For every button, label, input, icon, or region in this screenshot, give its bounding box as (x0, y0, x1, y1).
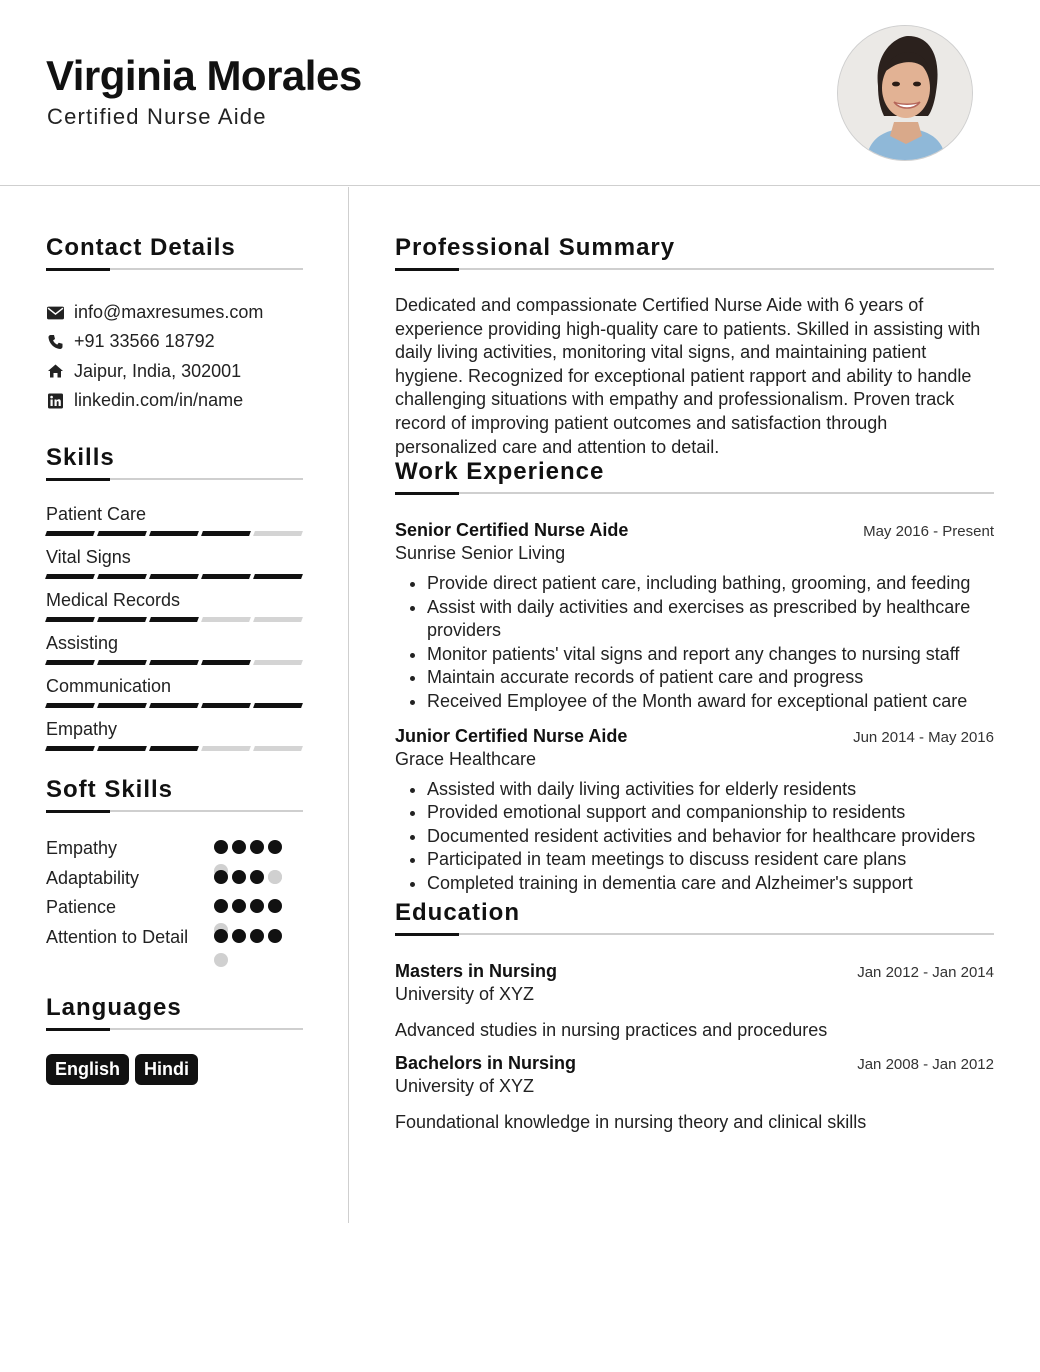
skill-level-segment (253, 660, 303, 665)
job-title: Senior Certified Nurse Aide (395, 520, 629, 540)
job-bullet: Participated in team meetings to discuss resident care plans (395, 848, 994, 872)
education-degree: Masters in Nursing (395, 961, 558, 981)
soft-skill-item (46, 893, 303, 923)
skill-level-segment (97, 746, 147, 751)
home-icon (46, 363, 64, 379)
section-rule (395, 933, 994, 935)
contact-text: +91 33566 18792 (74, 331, 215, 352)
skill-level-segment (45, 703, 95, 708)
job-organization: Sunrise Senior Living (395, 543, 566, 563)
job-header (395, 726, 994, 747)
skill-level-segment (201, 703, 251, 708)
education-entry (395, 961, 994, 1041)
skill-level-segment (97, 574, 147, 579)
skill-level-segment (45, 617, 95, 622)
section-rule (395, 492, 994, 494)
skill-level-segment (149, 703, 199, 708)
language-chip: English (46, 1054, 129, 1085)
rating-dot (232, 899, 246, 913)
rating-dot (214, 899, 228, 913)
skill-level-segment (97, 703, 147, 708)
soft-skill-rating (214, 840, 282, 854)
skills-list (46, 502, 303, 760)
skill-name: Medical Records (46, 590, 181, 610)
linkedin-icon (46, 393, 64, 409)
soft-skills-title: Soft Skills (46, 776, 174, 803)
job-bullets (395, 572, 994, 714)
skill-level-segment (253, 746, 303, 751)
education-entry (395, 1053, 994, 1133)
contact-text: linkedin.com/in/name (74, 390, 244, 411)
rating-dot (232, 870, 246, 884)
summary-text: Dedicated and compassionate Certified Nurse Aide with 6 years of experience providing high-quality care to patients. Skilled in assisting with daily living activities, monitoring vital signs, and maintaining patient hygiene. Recognized for exceptional patient rapport and ability to handle challenging situations with empathy and professionalism. Proven track record of improving patient outcomes and satisfaction through personalized care and attention to detail. (395, 295, 981, 457)
soft-skill-rating (214, 899, 282, 913)
education-section (395, 899, 994, 1133)
envelope-icon (46, 305, 64, 321)
job-bullets (395, 778, 994, 896)
skill-level-segment (45, 746, 95, 751)
soft-skills-list (46, 834, 303, 977)
job-bullet: Provided emotional support and companionship to residents (395, 801, 994, 825)
skills-title: Skills (46, 444, 115, 471)
job-entry (395, 726, 994, 896)
job-title: Junior Certified Nurse Aide (395, 725, 628, 746)
candidate-role: Certified Nurse Aide (47, 104, 267, 129)
skill-level-bar (46, 703, 303, 708)
rating-dot (232, 840, 246, 854)
languages-section (46, 994, 303, 1085)
skill-level-segment (253, 531, 303, 536)
experience-title: Work Experience (395, 458, 605, 485)
skill-level-segment (149, 660, 199, 665)
soft-skill-item (46, 923, 303, 977)
education-school: University of XYZ (395, 1076, 535, 1096)
rating-dot (214, 929, 228, 943)
soft-skill-name: Attention to Detail (46, 926, 189, 947)
education-degree: Bachelors in Nursing (395, 1053, 577, 1073)
skill-level-segment (253, 574, 303, 579)
skill-name: Patient Care (46, 504, 147, 524)
contact-list (46, 298, 303, 415)
column-divider (348, 187, 349, 1223)
soft-skills-section (46, 776, 303, 977)
skill-level-segment (97, 617, 147, 622)
rating-dot (214, 953, 228, 967)
contact-text: Jaipur, India, 302001 (74, 360, 242, 381)
skill-name: Assisting (46, 633, 119, 653)
job-bullet: Received Employee of the Month award for exceptional patient care (395, 690, 994, 714)
skill-name: Empathy (46, 719, 118, 739)
job-dates: Jun 2014 - May 2016 (853, 728, 994, 746)
section-rule (46, 478, 303, 480)
soft-skill-rating (214, 870, 282, 884)
section-rule (395, 268, 994, 270)
language-chip: Hindi (135, 1054, 198, 1085)
resume-header (0, 0, 1040, 186)
skill-level-segment (201, 617, 251, 622)
skill-level-bar (46, 531, 303, 536)
education-header (395, 1053, 994, 1074)
skills-section (46, 444, 303, 760)
job-organization: Grace Healthcare (395, 748, 537, 769)
job-bullet: Assist with daily activities and exercises as prescribed by healthcare providers (395, 596, 994, 643)
job-bullet: Documented resident activities and behavior for healthcare providers (395, 825, 994, 849)
rating-dot (250, 870, 264, 884)
soft-skill-name: Empathy (46, 838, 118, 858)
experience-section (395, 458, 994, 896)
skill-level-segment (201, 574, 251, 579)
rating-dot (250, 899, 264, 913)
contact-section (46, 234, 303, 415)
skill-level-bar (46, 746, 303, 751)
rating-dot (268, 840, 282, 854)
contact-item[interactable] (46, 298, 303, 327)
skill-item (46, 545, 303, 588)
soft-skill-name: Adaptability (46, 867, 140, 888)
soft-skill-item (46, 834, 303, 864)
languages-list (46, 1054, 303, 1085)
skill-level-bar (46, 660, 303, 665)
education-description: Foundational knowledge in nursing theory and clinical skills (395, 1112, 867, 1132)
rating-dot (232, 929, 246, 943)
job-dates: May 2016 - Present (863, 523, 994, 540)
summary-section (395, 234, 994, 459)
languages-title: Languages (46, 994, 182, 1021)
rating-dot (214, 840, 228, 854)
skill-level-segment (45, 531, 95, 536)
skill-level-segment (201, 531, 251, 536)
job-bullet: Monitor patients' vital signs and report any changes to nursing staff (395, 643, 994, 667)
skill-name: Vital Signs (46, 547, 131, 567)
job-entry (395, 520, 994, 714)
skill-level-segment (149, 617, 199, 622)
education-header (395, 961, 994, 982)
rating-dot (268, 899, 282, 913)
education-list (395, 961, 994, 1133)
soft-skill-item (46, 864, 303, 894)
skill-level-segment (253, 617, 303, 622)
summary-title: Professional Summary (395, 234, 676, 261)
rating-dot (250, 929, 264, 943)
skill-level-bar (46, 574, 303, 579)
skill-level-segment (201, 746, 251, 751)
skill-level-segment (149, 746, 199, 751)
section-rule (46, 810, 303, 812)
rating-dot (214, 870, 228, 884)
education-dates: Jan 2012 - Jan 2014 (857, 964, 994, 981)
skill-level-segment (149, 531, 199, 536)
jobs-list (395, 520, 994, 896)
skill-level-segment (97, 660, 147, 665)
skill-item (46, 674, 303, 717)
job-bullet: Assisted with daily living activities for elderly residents (395, 778, 994, 802)
contact-item[interactable] (46, 386, 303, 415)
skill-name: Communication (46, 676, 172, 696)
section-rule (46, 268, 303, 270)
section-rule (46, 1028, 303, 1030)
candidate-name: Virginia Morales (46, 52, 362, 99)
job-bullet: Completed training in dementia care and Alzheimer's support (395, 872, 994, 896)
phone-icon (46, 334, 64, 350)
education-description: Advanced studies in nursing practices and procedures (395, 1020, 828, 1040)
skill-item (46, 717, 303, 760)
skill-level-segment (201, 660, 251, 665)
job-bullet: Maintain accurate records of patient care and progress (395, 666, 994, 690)
skill-item (46, 588, 303, 631)
profile-photo (837, 25, 973, 161)
job-header (395, 520, 994, 541)
skill-item (46, 502, 303, 545)
soft-skill-rating (214, 929, 282, 943)
skill-level-bar (46, 617, 303, 622)
contact-title: Contact Details (46, 234, 236, 261)
education-dates: Jan 2008 - Jan 2012 (857, 1056, 994, 1073)
skill-level-segment (97, 531, 147, 536)
job-bullet: Provide direct patient care, including bathing, grooming, and feeding (395, 572, 994, 596)
rating-dot (250, 840, 264, 854)
rating-dot (268, 870, 282, 884)
education-school: University of XYZ (395, 984, 535, 1004)
skill-item (46, 631, 303, 674)
contact-item[interactable] (46, 357, 303, 386)
skill-level-segment (45, 660, 95, 665)
contact-item[interactable] (46, 327, 303, 356)
rating-dot (268, 929, 282, 943)
contact-text: info@maxresumes.com (74, 302, 264, 323)
skill-level-segment (149, 574, 199, 579)
skill-level-segment (45, 574, 95, 579)
skill-level-segment (253, 703, 303, 708)
soft-skill-name: Patience (46, 897, 117, 917)
education-title: Education (395, 899, 521, 926)
